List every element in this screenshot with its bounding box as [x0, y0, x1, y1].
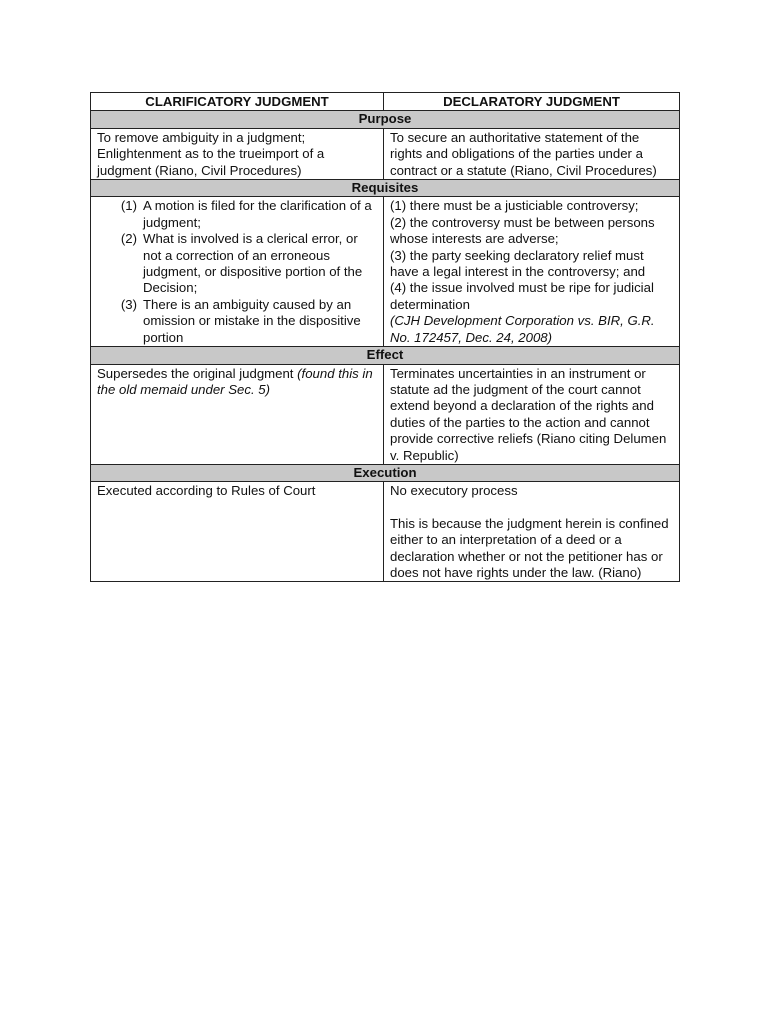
list-item — [97, 198, 377, 231]
requisite-line: (2) the controversy must be between persons whose interests are adverse; — [390, 214, 655, 247]
header-clarificatory: CLARIFICATORY JUDGMENT — [91, 93, 384, 111]
requisite-line: (3) the party seeking declaratory relief must have a legal interest in the controversy; and — [390, 247, 646, 280]
purpose-declaratory: To secure an authoritative statement of the rights and obligations of the parties under a contract or a statute (Riano, Civil Procedures) — [384, 128, 680, 179]
requisites-clarificatory — [91, 197, 384, 347]
purpose-row — [91, 128, 680, 179]
effect-note: (found this in the old memaid under Sec. 5) — [97, 365, 373, 397]
effect-declaratory: Terminates uncertainties in an instrument or statute ad the judgment of the court cannot extend beyond a declaration of the rights and duties of the parties to the action and cannot provide corrective reliefs (Riano citing Delumen v. Republic) — [384, 364, 680, 464]
section-effect-row — [91, 347, 680, 364]
list-item-number: (1) — [120, 198, 137, 214]
list-item-text: A motion is filed for the clarification of a judgment; — [143, 198, 372, 230]
execution-clarificatory: Executed according to Rules of Court — [91, 482, 384, 582]
execution-row — [91, 482, 680, 582]
effect-main-text: Supersedes the original judgment — [97, 365, 298, 381]
list-item-number: (2) — [120, 231, 137, 247]
section-title-purpose: Purpose — [91, 111, 680, 128]
list-item-text: What is involved is a clerical error, or not a correction of an erroneous judgment, or dispositive portion of the Decision; — [143, 231, 363, 296]
comparison-table — [90, 92, 680, 582]
list-item-number: (3) — [120, 296, 137, 312]
requisite-line: (1) there must be a justiciable controversy; — [390, 198, 639, 214]
section-title-execution: Execution — [91, 464, 680, 481]
execution-declaratory — [384, 482, 680, 582]
requisites-declaratory — [384, 197, 680, 347]
header-row — [91, 93, 680, 111]
section-execution-row — [91, 464, 680, 481]
execution-line-2: This is because the judgment herein is confined either to an interpretation of a deed or a declaration whether or not the petitioner has or does not have rights under the law. (Riano) — [390, 515, 669, 580]
purpose-clarificatory: To remove ambiguity in a judgment; Enlightenment as to the trueimport of a judgment (Riano, Civil Procedures) — [91, 128, 384, 179]
list-item — [97, 297, 377, 346]
requisites-list — [97, 198, 377, 346]
effect-row — [91, 364, 680, 464]
requisite-line: (4) the issue involved must be ripe for judicial determination — [390, 280, 654, 312]
header-declaratory: DECLARATORY JUDGMENT — [384, 93, 680, 111]
execution-line-1: No executory process — [390, 483, 518, 499]
requisites-row — [91, 197, 680, 347]
effect-clarificatory — [91, 364, 384, 464]
list-item — [97, 231, 377, 297]
section-requisites-row — [91, 180, 680, 197]
spacer — [390, 500, 673, 516]
section-title-effect: Effect — [91, 347, 680, 364]
requisite-citation: (CJH Development Corporation vs. BIR, G.R. No. 172457, Dec. 24, 2008) — [390, 313, 655, 345]
list-item-text: There is an ambiguity caused by an omission or mistake in the dispositive portion — [143, 296, 361, 345]
section-title-requisites: Requisites — [91, 180, 680, 197]
section-purpose-row — [91, 111, 680, 128]
